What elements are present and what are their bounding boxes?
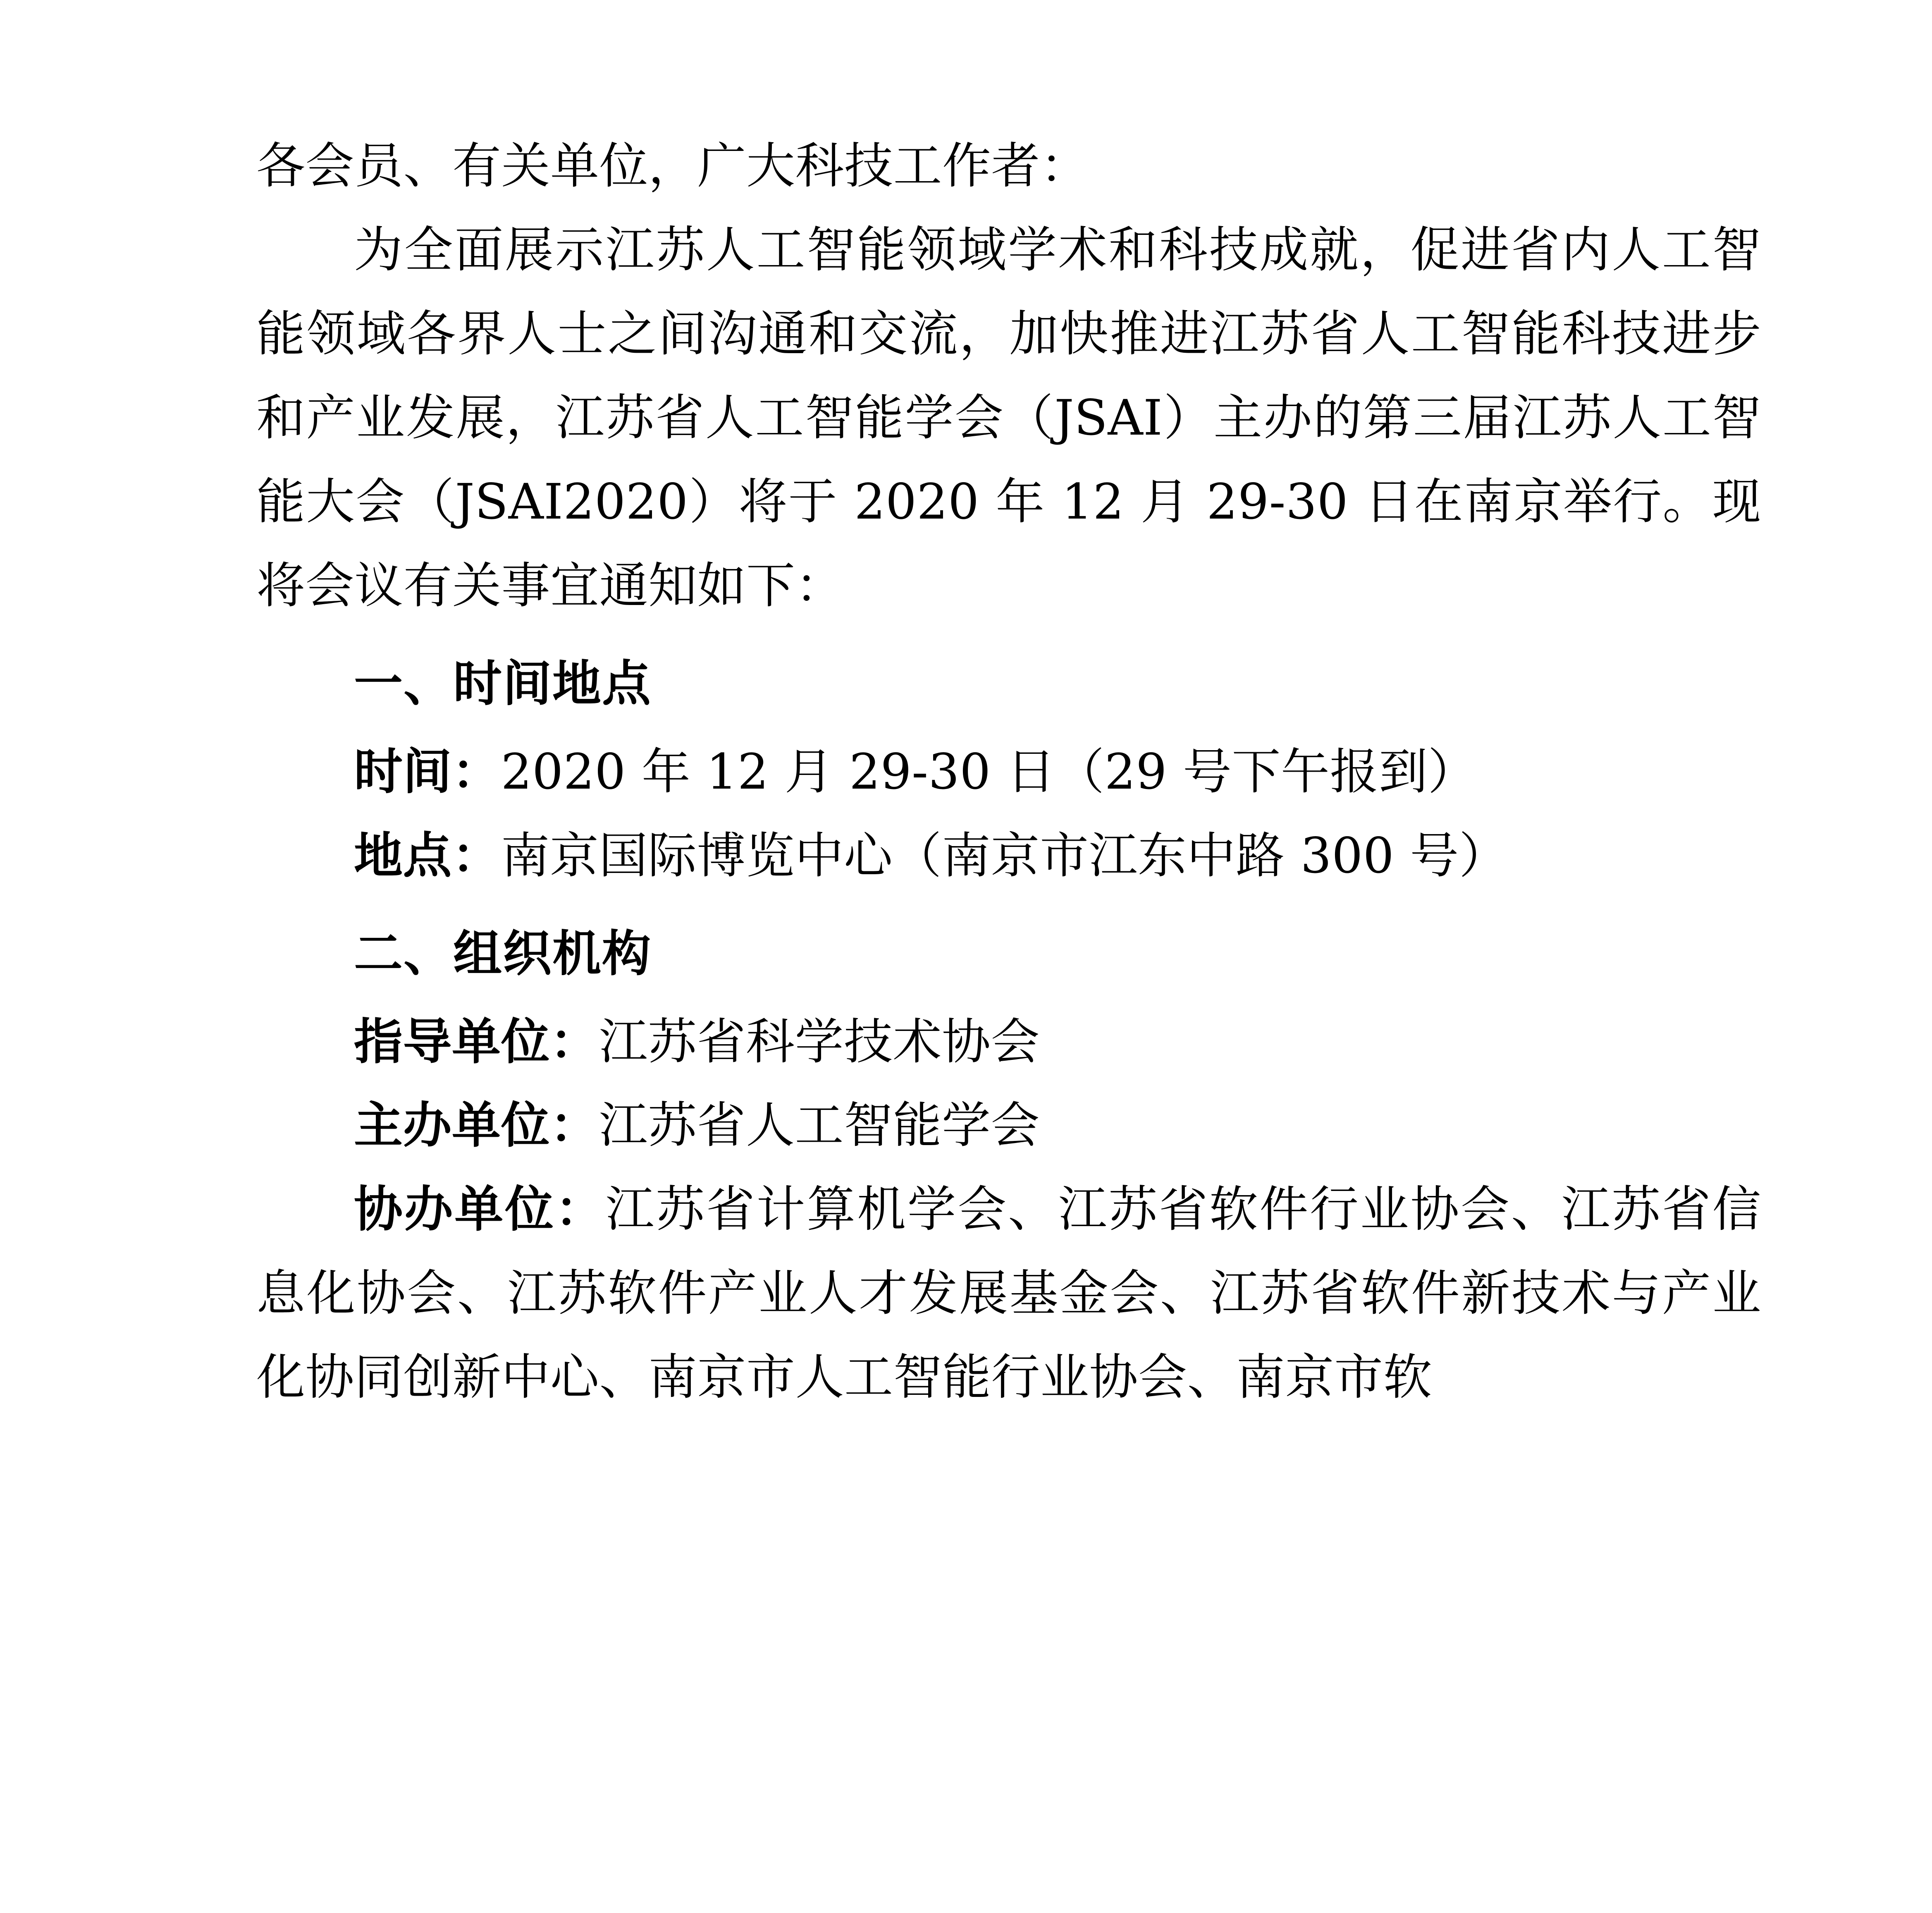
item-coorganizer-unit bbox=[256, 1167, 1761, 1419]
item-time-label: 时间： bbox=[354, 743, 501, 800]
item-place bbox=[256, 814, 1761, 898]
item-host-unit-label: 主办单位： bbox=[354, 1097, 599, 1154]
item-host-unit-value: 江苏省人工智能学会 bbox=[599, 1097, 1040, 1154]
document-body bbox=[256, 124, 1761, 1419]
item-place-label: 地点： bbox=[354, 827, 501, 884]
item-coorganizer-unit-value: 江苏省计算机学会、江苏省软件行业协会、江苏省信息化协会、江苏软件产业人才发展基金会、江苏省软件新技术与产业化协同创新中心、南京市人工智能行业协会、南京市软 bbox=[256, 1181, 1761, 1406]
item-place-value: 南京国际博览中心（南京市江东中路 300 号） bbox=[501, 827, 1508, 884]
item-coorganizer-unit-label: 协办单位： bbox=[354, 1181, 606, 1238]
item-guidance-unit-value: 江苏省科学技术协会 bbox=[599, 1013, 1040, 1070]
item-time bbox=[256, 730, 1761, 814]
item-guidance-unit bbox=[256, 1000, 1761, 1084]
salutation: 各会员、有关单位，广大科技工作者： bbox=[256, 137, 1089, 194]
item-guidance-unit-label: 指导单位： bbox=[354, 1013, 599, 1070]
item-host-unit bbox=[256, 1083, 1761, 1167]
item-time-value: 2020 年 12 月 29-30 日（29 号下午报到） bbox=[501, 743, 1477, 800]
section-heading-time-place: 一、时间地点 bbox=[354, 655, 652, 712]
intro-paragraph: 为全面展示江苏人工智能领域学术和科技成就，促进省内人工智能领域各界人士之间沟通和交流，加快推进江苏省人工智能科技进步和产业发展，江苏省人工智能学会（JSAI）主办的第三届江苏人工智能大会（JSAI2020）将于 2020 年 12 月 29-30 日在南京举行。现将会议有关事宜通知如下： bbox=[256, 221, 1761, 614]
section-heading-organization: 二、组织机构 bbox=[354, 925, 652, 982]
